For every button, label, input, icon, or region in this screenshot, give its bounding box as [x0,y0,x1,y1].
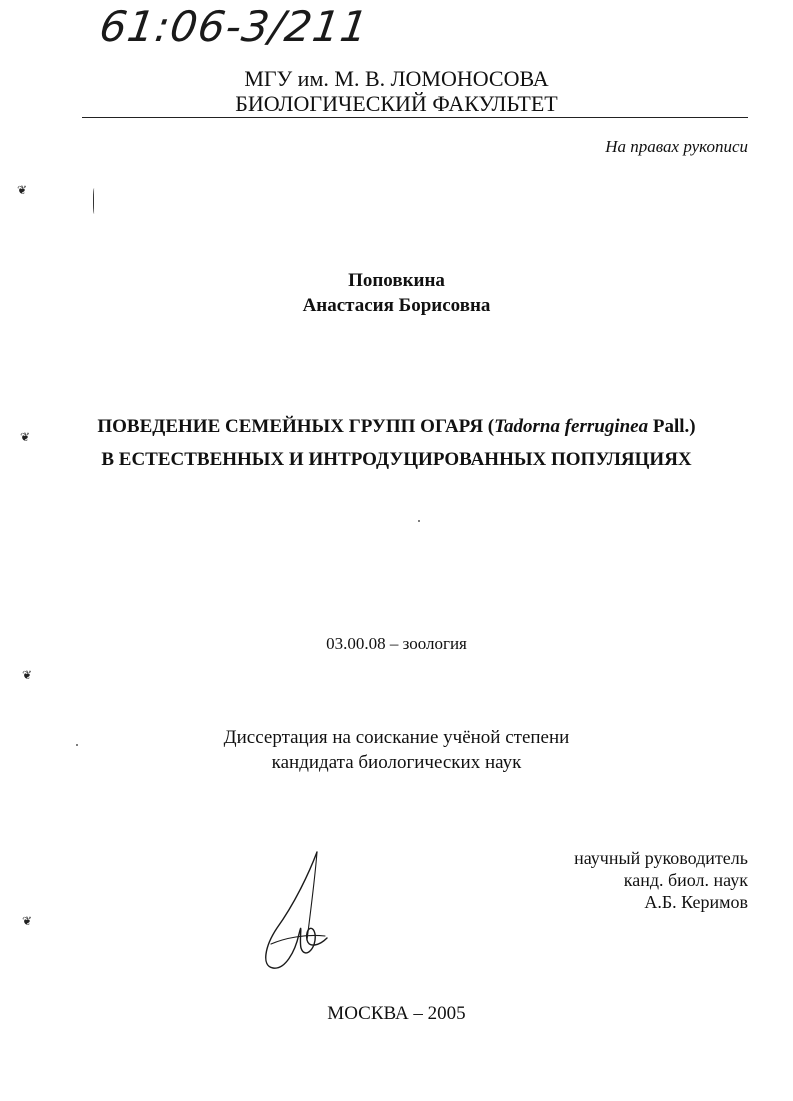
supervisor-block [548,847,748,913]
scan-mark-icon: ❦ [22,668,33,682]
dissertation-title [0,410,793,476]
degree-statement [0,725,793,775]
specialty-code: 03.00.08 – зоология [326,634,467,653]
manuscript-rights-note: На правах рукописи [605,137,748,156]
title-line-1 [0,410,793,443]
city-year: МОСКВА – 2005 [327,1003,466,1024]
faculty-name: БИОЛОГИЧЕСКИЙ ФАКУЛЬТЕТ [235,91,558,116]
scan-artifact [93,188,96,214]
scan-dot [418,520,420,522]
author-surname: Поповкина [348,270,445,291]
supervisor-name: А.Б. Керимов [644,892,748,912]
author-block [0,268,793,318]
species-name: Tadorna ferruginea [494,416,649,437]
supervisor-title: канд. биол. наук [623,870,748,890]
scan-mark-icon: ❦ [22,914,33,928]
supervisor-role: научный руководитель [574,848,748,868]
scan-mark-icon: ❦ [20,430,31,444]
institution-header [0,66,793,116]
author-given-names: Анастасия Борисовна [302,295,491,316]
degree-line-2: кандидата биологических наук [271,752,522,773]
title-suffix: Pall.) [648,416,696,437]
header-divider [82,117,748,118]
signature [255,848,335,973]
scan-mark-icon: ❦ [17,183,28,197]
university-name: МГУ им. М. В. ЛОМОНОСОВА [244,66,549,91]
handwritten-archive-code: 61:06-3/211 [96,2,372,51]
title-line-2: В ЕСТЕСТВЕННЫХ И ИНТРОДУЦИРОВАННЫХ ПОПУЛЯЦИЯХ [101,449,692,470]
title-prefix: ПОВЕДЕНИЕ СЕМЕЙНЫХ ГРУПП ОГАРЯ ( [97,416,495,437]
degree-line-1: Диссертация на соискание учёной степени [223,727,570,748]
